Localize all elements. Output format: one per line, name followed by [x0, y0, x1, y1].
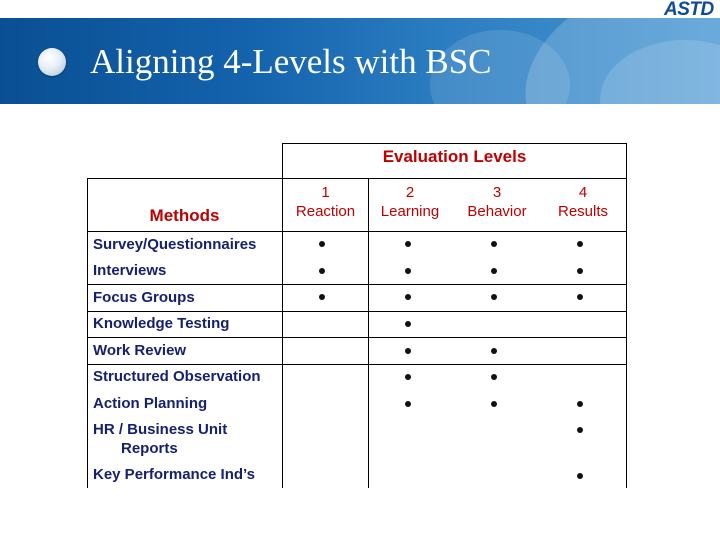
level-2-name: Learning	[380, 203, 440, 220]
slide-title: Aligning 4-Levels with BSC	[90, 42, 492, 81]
method-label: Work Review	[93, 342, 187, 359]
method-label: Survey/Questionnaires	[93, 236, 257, 253]
level-mark-dot	[577, 427, 583, 433]
level-mark-dot	[319, 294, 325, 300]
table-border	[87, 364, 627, 365]
methods-header: Methods	[149, 206, 220, 225]
level-mark-dot	[577, 473, 583, 479]
method-label: HR / Business Unit	[93, 421, 228, 438]
level-mark-dot	[405, 294, 411, 300]
method-label-continued: Reports	[121, 440, 178, 457]
level-mark-dot	[405, 374, 411, 380]
level-1-number: 1	[321, 184, 330, 201]
level-4-number: 4	[578, 184, 588, 201]
astd-logo: ASTD	[664, 0, 714, 20]
table-border	[368, 178, 369, 488]
level-mark-dot	[405, 241, 411, 247]
level-mark-dot	[577, 401, 583, 407]
method-label: Action Planning	[93, 395, 208, 412]
table-border	[87, 231, 627, 232]
level-3-name: Behavior	[467, 203, 527, 220]
table-border	[87, 337, 627, 338]
table-border	[87, 284, 627, 285]
level-mark-dot	[491, 268, 497, 274]
level-3-number: 3	[492, 184, 502, 201]
level-2-number: 2	[405, 184, 415, 201]
method-label: Focus Groups	[93, 289, 195, 306]
level-mark-dot	[405, 401, 411, 407]
table-border	[87, 178, 627, 179]
level-mark-dot	[491, 348, 497, 354]
level-mark-dot	[319, 268, 325, 274]
table-border	[282, 143, 627, 144]
level-mark-dot	[319, 241, 325, 247]
level-mark-dot	[405, 268, 411, 274]
level-mark-dot	[491, 241, 497, 247]
table-border	[626, 143, 627, 488]
level-mark-dot	[405, 321, 411, 327]
method-label: Interviews	[93, 262, 167, 279]
level-mark-dot	[491, 401, 497, 407]
level-mark-dot	[491, 294, 497, 300]
evaluation-levels-header: Evaluation Levels	[382, 147, 527, 166]
level-mark-dot	[577, 294, 583, 300]
level-1-name: Reaction	[295, 203, 356, 220]
level-mark-dot	[577, 268, 583, 274]
level-mark-dot	[577, 241, 583, 247]
method-label: Knowledge Testing	[93, 315, 230, 332]
level-4-name: Results	[557, 203, 609, 220]
level-mark-dot	[491, 374, 497, 380]
method-label: Key Performance Ind’s	[93, 466, 256, 483]
table-border	[282, 311, 283, 488]
table-border	[87, 311, 627, 312]
level-mark-dot	[405, 348, 411, 354]
method-label: Structured Observation	[93, 368, 261, 385]
